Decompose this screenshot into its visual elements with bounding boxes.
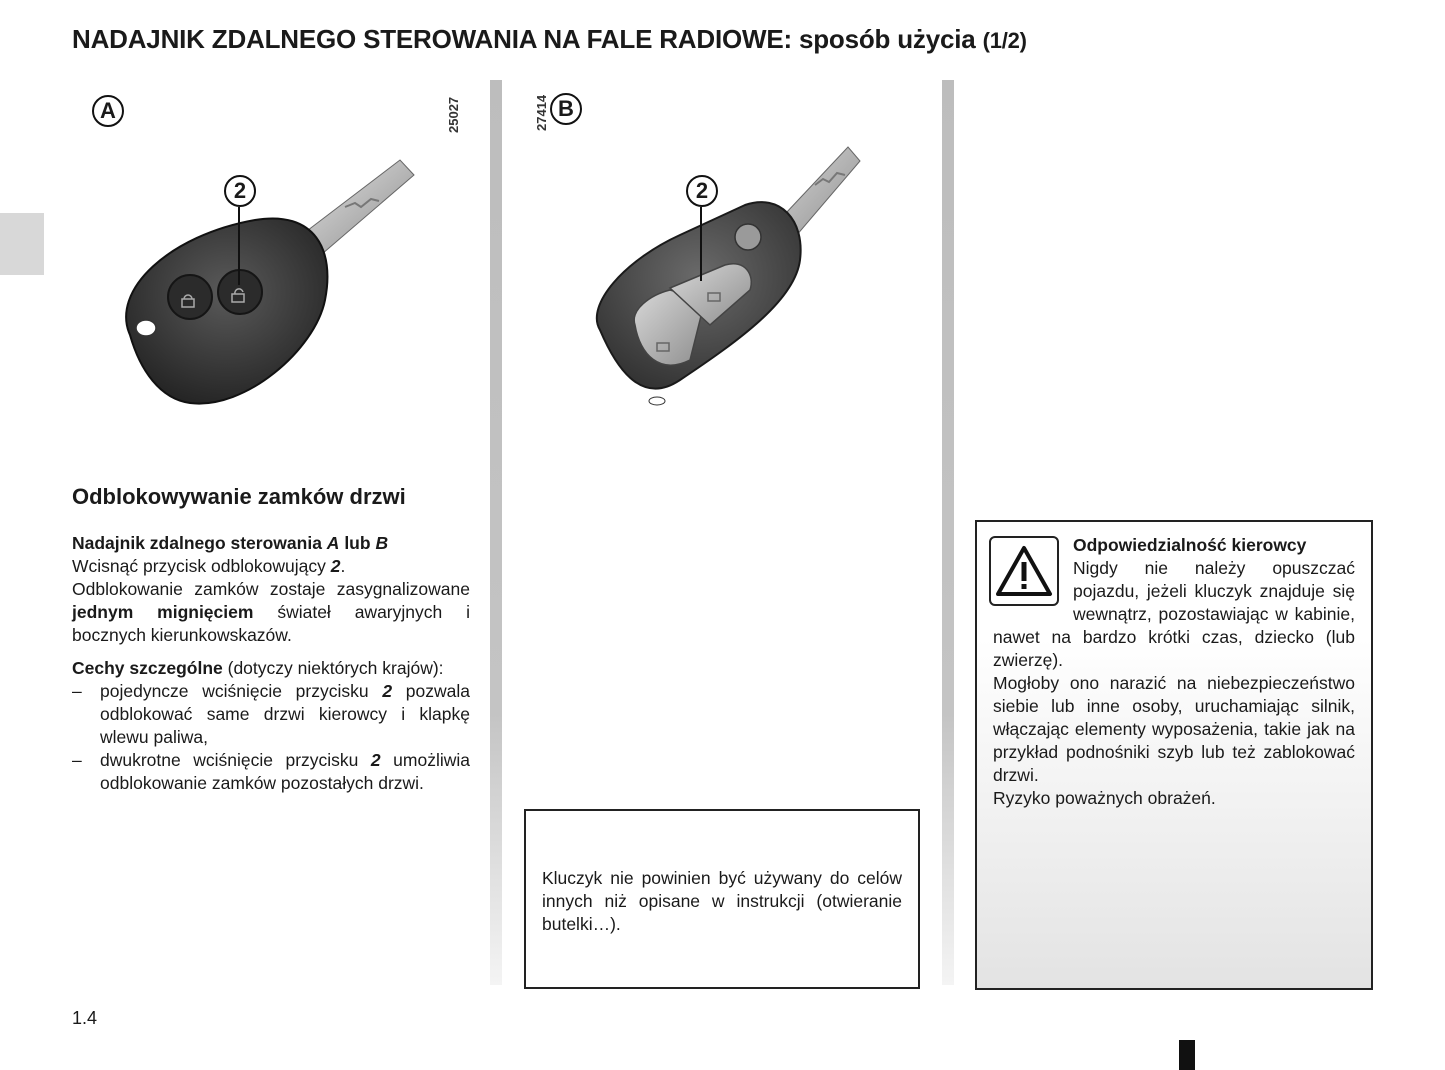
key-a-illustration	[80, 85, 480, 425]
special-rest: (dotyczy niektórych krajów):	[227, 658, 444, 678]
figure-b	[530, 85, 930, 425]
column-separator-2	[942, 80, 954, 985]
signal-bold: jednym mignięciem	[72, 602, 254, 622]
item2-post: umożliwia odblokowanie zamków pozostałych drzwi.	[100, 750, 470, 793]
page-title	[72, 24, 1027, 55]
title-main: NADAJNIK ZDALNEGO STEROWANIA NA FALE RADIOWE: sposób użycia	[72, 24, 976, 54]
warning-p2: Mogłoby ono narazić na niebezpieczeństwo siebie lub inne osoby, uruchamiając silnik, włączając elementy wyposażenia, takie jak na przykład podnośniki szyb lub też zablokować drzwi.	[993, 673, 1355, 785]
item1-post: pozwala odblokować same drzwi kierowcy i klapkę wlewu paliwa,	[100, 681, 470, 747]
special-list	[72, 680, 470, 795]
special-bold: Cechy szczególne	[72, 658, 223, 678]
warning-triangle-icon	[989, 536, 1059, 606]
title-part: (1/2)	[982, 28, 1027, 53]
list-item	[72, 749, 470, 795]
item2-pre: dwukrotne wciśnięcie przycisku	[100, 750, 359, 770]
warning-title: Odpowiedzialność kierowcy	[1073, 535, 1307, 555]
special-paragraph	[72, 657, 470, 680]
figure-a-code: 25027	[446, 96, 461, 133]
figure-a	[80, 85, 480, 425]
item1-pre: pojedyncze wciśnięcie przycisku	[100, 681, 369, 701]
remote-a: A	[326, 533, 340, 553]
press-line	[72, 555, 470, 578]
side-tab-marker	[0, 213, 44, 275]
signal-post: świateł awaryjnych i bocznych kierunkowskazów.	[72, 602, 470, 645]
signal-pre: Odblokowanie zamków zostaje zasygnalizowane	[72, 579, 470, 599]
key-b-illustration	[530, 85, 930, 425]
warning-p1: Nigdy nie należy opuszczać pojazdu, jeżeli kluczyk znajduje się wewnątrz, pozostawiając w kabinie, nawet na bardzo krótki czas, dziecko (lub zwierzę).	[993, 558, 1355, 670]
list-item	[72, 680, 470, 749]
remote-bold: Nadajnik zdalnego sterowania	[72, 533, 322, 553]
figure-a-callout: 2	[224, 175, 256, 207]
press-text: Wcisnąć przycisk odblokowujący	[72, 556, 326, 576]
note-box	[524, 809, 920, 989]
section-title: Odblokowywanie zamków drzwi	[72, 484, 406, 509]
note-text: Kluczyk nie powinien być używany do celów innych niż opisane w instrukcji (otwieranie butelki…).	[542, 868, 902, 934]
press-end: .	[340, 556, 346, 576]
dash-2: –	[72, 750, 82, 770]
figure-b-code: 27414	[534, 94, 549, 131]
warning-p3: Ryzyko poważnych obrażeń.	[993, 788, 1216, 808]
warning-box	[975, 520, 1373, 990]
figure-b-callout: 2	[686, 175, 718, 207]
press-num: 2	[330, 556, 341, 576]
remote-lub: lub	[344, 533, 371, 553]
column-separator-1	[490, 80, 502, 985]
item2-num: 2	[370, 750, 381, 770]
signal-paragraph	[72, 578, 470, 647]
section-body	[72, 532, 470, 795]
page-number: 1.4	[72, 1008, 98, 1028]
remote-b: B	[375, 533, 389, 553]
dash-1: –	[72, 681, 82, 701]
figure-b-label: B	[550, 93, 582, 125]
remote-line	[72, 532, 470, 555]
figure-a-label: A	[92, 95, 124, 127]
item1-num: 2	[382, 681, 393, 701]
corner-mark	[1179, 1040, 1195, 1070]
